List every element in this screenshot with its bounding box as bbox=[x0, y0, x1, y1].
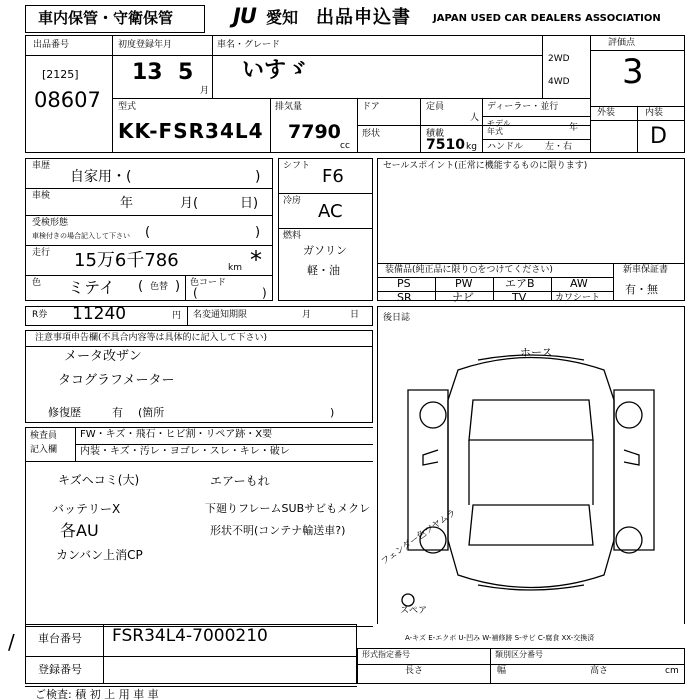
color-close: ) bbox=[175, 279, 181, 294]
margin-mark: / bbox=[8, 630, 15, 654]
inspector-note-4: カンバン上消CP bbox=[56, 548, 143, 562]
color-code-paren: ( bbox=[193, 286, 198, 300]
diagram-side-note: フェンダー色ツヤムラ bbox=[379, 508, 459, 568]
diagram-top-label: ホース bbox=[520, 346, 553, 359]
inspector-note-1: キズヘコミ(大) bbox=[58, 473, 140, 487]
displacement-unit: cc bbox=[340, 141, 350, 151]
notice-day: 日 bbox=[350, 310, 360, 320]
inspector-note-7: 形状不明(コンテナ輸送車?) bbox=[210, 524, 346, 537]
mileage-mark: * bbox=[250, 246, 262, 274]
inspection-year: 年 bbox=[120, 196, 134, 211]
notice-label: 名変通知期限 bbox=[193, 310, 248, 320]
steering-value: 左・右 bbox=[545, 142, 573, 152]
dealer-label: ディーラー・並行 bbox=[487, 102, 559, 112]
inspection-label: 車検 bbox=[32, 191, 51, 201]
chassis-label: 車台番号 bbox=[38, 632, 82, 645]
inspection-month: 月( bbox=[180, 196, 199, 211]
recycle-label: R券 bbox=[32, 310, 48, 320]
bottom-cut-row: ご検査: 積 初 上 用 車 車 bbox=[35, 688, 159, 700]
capacity-label: 定員 bbox=[426, 102, 445, 112]
mileage-unit: km bbox=[228, 263, 242, 273]
steering-label: ハンドル bbox=[487, 142, 524, 152]
history-close: ) bbox=[255, 169, 261, 185]
acceptance-close: ) bbox=[255, 225, 261, 240]
inspector-note-6: 下廻りフレームSUBサビもメクレ bbox=[205, 502, 371, 515]
color-code-label: 色コード bbox=[190, 278, 227, 288]
equipment-label: 装備品(純正品に限り○をつけてください) bbox=[385, 265, 553, 275]
mileage-label: 走行 bbox=[32, 248, 51, 258]
equip-tv: TV bbox=[512, 291, 527, 304]
aircon-label: 冷房 bbox=[283, 196, 302, 206]
chassis-value: FSR34L4-7000210 bbox=[112, 626, 268, 646]
diagram-spare-label: スペア bbox=[400, 606, 428, 616]
inspector-note-5: エアーもれ bbox=[210, 474, 270, 488]
inspector-row2: 内装・キズ・汚レ・ヨゴレ・スレ・キレ・破レ bbox=[80, 446, 290, 457]
spec-label2: 類別区分番号 bbox=[495, 650, 543, 659]
shift-value: F6 bbox=[322, 166, 344, 187]
lot-label: 出品番号 bbox=[33, 40, 70, 50]
recycle-unit: 円 bbox=[172, 311, 182, 321]
sales-point-label: セールスポイント(正常に機能するものに限ります) bbox=[383, 161, 588, 171]
fuel-gas: ガソリン bbox=[303, 244, 347, 257]
notes-label: 注意事項申告欄(不具合内容等は具体的に記入して下さい) bbox=[35, 333, 268, 343]
repair-close: ) bbox=[330, 406, 335, 419]
lot-number: 08607 bbox=[34, 88, 101, 112]
inspector-row1: FW・キズ・飛石・ヒビ割・リペア跡・X要 bbox=[80, 429, 273, 440]
color-value: ミテイ bbox=[68, 278, 115, 297]
car-damage-diagram bbox=[378, 330, 684, 620]
registration-month: 5 bbox=[178, 60, 194, 85]
inspection-day: 日) bbox=[240, 196, 259, 211]
recycle-value: 11240 bbox=[72, 304, 127, 324]
color-label: 色 bbox=[32, 278, 42, 288]
history-value: 自家用・( bbox=[70, 169, 132, 185]
color-change: 色替 bbox=[150, 282, 169, 292]
form-title: 出品申込書 bbox=[316, 7, 411, 28]
org-english: JAPAN USED CAR DEALERS ASSOCIATION bbox=[433, 13, 661, 24]
inspector-note-2: バッテリーX bbox=[52, 502, 121, 516]
aircon-value: AC bbox=[318, 201, 343, 222]
equip-navi: ナビ bbox=[452, 291, 474, 304]
equip-airbag: エアB bbox=[505, 277, 535, 290]
body-shape-label: 形状 bbox=[362, 129, 381, 139]
load-value: 7510 bbox=[426, 137, 465, 153]
spec-height: 高さ bbox=[590, 666, 609, 676]
notes-line1: メータ改ザン bbox=[64, 349, 142, 364]
spec-width: 幅 bbox=[497, 666, 507, 676]
acceptance-label: 受検形態 bbox=[32, 218, 69, 228]
fuel-diesel: 軽・油 bbox=[307, 264, 340, 277]
equip-aw: AW bbox=[570, 277, 588, 290]
model-year-label: モデル 年式 bbox=[487, 119, 511, 136]
org-name: 愛知 bbox=[266, 8, 299, 27]
car-name-label: 車名・グレード bbox=[217, 40, 281, 50]
exterior-label: 外装 bbox=[597, 108, 616, 118]
drive-2wd: 2WD bbox=[548, 54, 570, 64]
damage-legend: A-キズ E-エクボ U-凹み W-補修跡 S-サビ C-腐食 XX-交換済 bbox=[405, 634, 595, 642]
mileage-value: 15万6千786 bbox=[74, 250, 179, 271]
registration-label: 初度登録年月 bbox=[118, 40, 173, 50]
interior-label: 内装 bbox=[645, 108, 664, 118]
color-code-close: ) bbox=[262, 286, 267, 300]
registration-month-unit: 月 bbox=[200, 86, 210, 96]
color-paren: ( bbox=[138, 279, 144, 294]
registration-year: 13 bbox=[132, 60, 163, 85]
displacement-label: 排気量 bbox=[275, 102, 303, 112]
displacement-value: 7790 bbox=[288, 121, 341, 143]
repair-value: 有 bbox=[112, 406, 123, 419]
inspector-label2: 記入欄 bbox=[30, 445, 58, 455]
inspector-note-3: 各AU bbox=[60, 521, 99, 540]
acceptance-note: 車検付きの場合記入して下さい bbox=[32, 232, 130, 240]
drive-4wd: 4WD bbox=[548, 77, 570, 87]
capacity-unit: 人 bbox=[470, 113, 480, 123]
equip-sr: SR bbox=[397, 291, 412, 304]
rear-label: 後日誌 bbox=[383, 313, 411, 323]
spec-length: 長さ bbox=[405, 666, 424, 676]
lot-sub-number: [2125] bbox=[42, 68, 79, 81]
interior-value: D bbox=[650, 124, 667, 149]
fuel-label: 燃料 bbox=[283, 231, 302, 241]
shift-label: シフト bbox=[283, 161, 311, 171]
doors-label: ドア bbox=[362, 102, 380, 112]
model-year-unit: 年 bbox=[569, 123, 579, 133]
warranty-label: 新車保証書 bbox=[623, 265, 669, 275]
equip-ps: PS bbox=[397, 277, 411, 290]
load-label: 積載 bbox=[426, 129, 445, 139]
rating-label: 評価点 bbox=[608, 38, 636, 48]
repair-place: (箇所 bbox=[138, 406, 165, 419]
model-label: 型式 bbox=[118, 102, 137, 112]
acceptance-paren: ( bbox=[145, 225, 151, 240]
reg-number-label: 登録番号 bbox=[38, 663, 82, 676]
spec-label1: 形式指定番号 bbox=[362, 650, 410, 659]
org-logo: JU bbox=[233, 4, 256, 28]
model-value: KK-FSR34L4 bbox=[118, 119, 264, 143]
warranty-value: 有・無 bbox=[625, 283, 658, 296]
notes-line2: タコグラフメーター bbox=[58, 373, 175, 388]
equip-pw: PW bbox=[455, 277, 473, 290]
history-label: 車歴 bbox=[32, 161, 51, 171]
load-unit: kg bbox=[466, 142, 477, 152]
storage-type: 車内保管・守衛保管 bbox=[38, 9, 174, 27]
equip-leather: カワシート bbox=[555, 293, 601, 303]
notice-month: 月 bbox=[302, 310, 312, 320]
car-name-value: いすゞ bbox=[242, 58, 309, 83]
spec-cm: cm bbox=[665, 666, 679, 676]
repair-label: 修復歴 bbox=[48, 406, 81, 419]
inspector-label1: 検査員 bbox=[30, 431, 58, 441]
rating-value: 3 bbox=[622, 52, 644, 92]
